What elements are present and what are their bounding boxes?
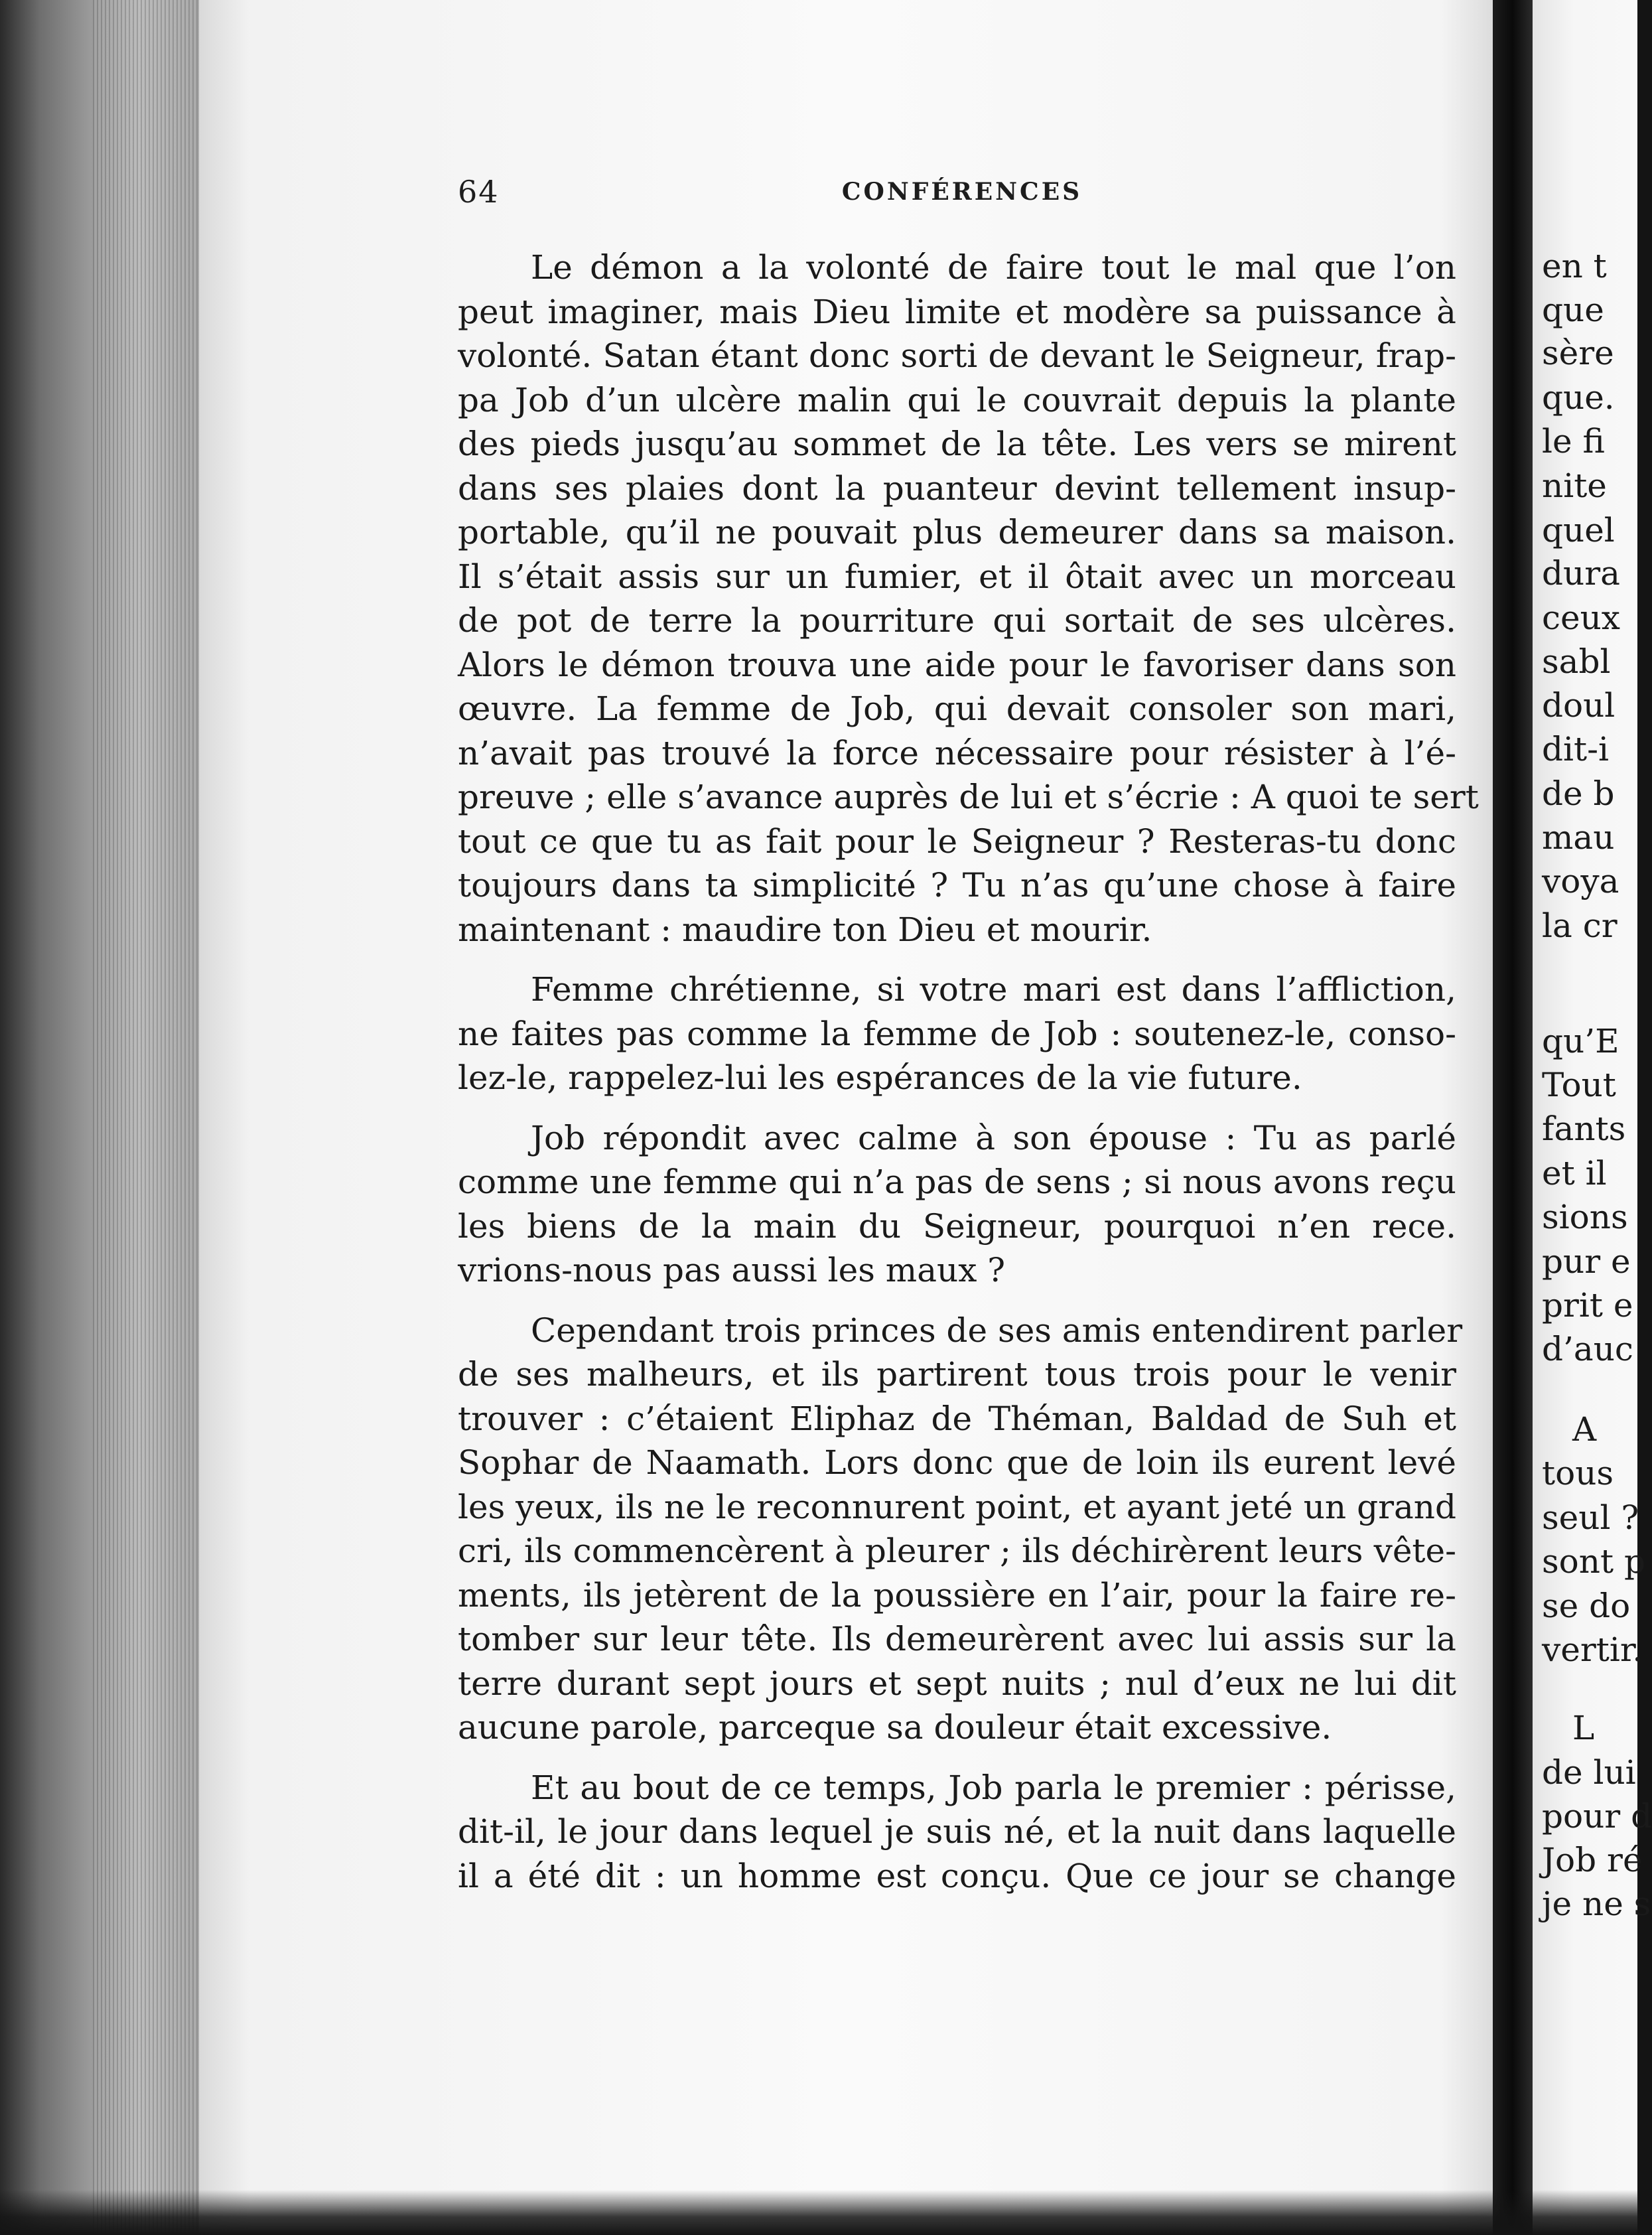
right-page-fragment: sions <box>1542 1198 1628 1236</box>
right-page-fragment: qu’E <box>1542 1022 1619 1060</box>
right-page-fragment: pour d <box>1542 1797 1652 1836</box>
text-line: toujours dans ta simplicité ? Tu n’as qu’une chose à faire <box>458 866 1456 904</box>
text-line: les biens de la main du Seigneur, pourquoi n’en rece. <box>458 1206 1456 1246</box>
right-page-fragment: je ne s <box>1542 1885 1651 1923</box>
right-page-fragment: dit-i <box>1542 730 1609 768</box>
paragraph <box>458 1766 1456 1899</box>
right-page-fragment: sont p <box>1542 1542 1645 1581</box>
right-page-fragment: L <box>1572 1709 1595 1747</box>
right-page-fragment: ceux <box>1542 599 1620 637</box>
right-page-fragment: sère <box>1542 334 1614 372</box>
page-header <box>458 174 1466 220</box>
text-line: aucune parole, parceque sa douleur était excessive. <box>458 1708 1332 1747</box>
book-spine <box>1493 0 1533 2235</box>
text-line: cri, ils commencèrent à pleurer ; ils déchirèrent leurs vête- <box>458 1532 1456 1570</box>
text-line: n’avait pas trouvé la force nécessaire pour résister à l’é- <box>458 733 1456 772</box>
right-page-fragment: et il <box>1542 1154 1607 1192</box>
right-page-fragment: vertir. <box>1542 1630 1643 1669</box>
text-line: trouver : c’étaient Eliphaz de Théman, Baldad de Suh et <box>458 1399 1456 1438</box>
text-line: Et au bout de ce temps, Job parla le premier : périsse, <box>531 1768 1456 1807</box>
text-line: de pot de terre la pourriture qui sortait de ses ulcères. <box>458 601 1456 640</box>
right-page-fragment: sabl <box>1542 642 1611 681</box>
right-page-fragment: la cr <box>1542 906 1618 945</box>
text-line: portable, qu’il ne pouvait plus demeurer dans sa maison. <box>458 513 1456 551</box>
right-page-fragment: en t <box>1542 247 1607 285</box>
right-page-fragment: d’auc <box>1542 1330 1633 1368</box>
text-line: Cependant trois princes de ses amis entendirent parler <box>531 1311 1463 1350</box>
right-page-fragment: doul <box>1542 686 1616 725</box>
text-line: preuve ; elle s’avance auprès de lui et s’écrie : A quoi te sert <box>458 778 1479 816</box>
text-line: ments, ils jetèrent de la poussière en l’air, pour la faire re- <box>458 1575 1456 1615</box>
text-line: peut imaginer, mais Dieu limite et modère sa puissance à <box>458 292 1456 331</box>
right-page-fragment: que. <box>1542 378 1615 417</box>
text-line: maintenant : maudire ton Dieu et mourir. <box>458 910 1152 949</box>
right-page-fragment: nite <box>1542 467 1607 505</box>
text-line: comme une femme qui n’a pas de sens ; si nous avons reçu <box>458 1163 1456 1201</box>
text-line: Femme chrétienne, si votre mari est dans l’affliction, <box>531 970 1456 1009</box>
page-stack-lines <box>93 0 206 2235</box>
right-page-fragment: prit e <box>1542 1286 1633 1325</box>
right-page-fragment: mau <box>1542 818 1615 857</box>
text-line: Le démon a la volonté de faire tout le mal que l’on <box>531 248 1456 287</box>
text-line: dans ses plaies dont la puanteur devint tellement insup- <box>458 469 1456 508</box>
body-text <box>458 246 1479 1898</box>
text-line: œuvre. La femme de Job, qui devait consoler son mari, <box>458 689 1456 728</box>
right-page-fragment: que <box>1542 291 1604 329</box>
bottom-shadow <box>0 2190 1637 2235</box>
right-page-fragment: le fi <box>1542 422 1605 461</box>
text-line: ne faites pas comme la femme de Job : soutenez-le, conso- <box>458 1014 1456 1053</box>
text-line: tomber sur leur tête. Ils demeurèrent avec lui assis sur la <box>458 1620 1456 1658</box>
running-head: CONFÉRENCES <box>841 178 1083 206</box>
right-page-fragment: quel <box>1542 511 1615 549</box>
right-page-fragment: fants <box>1542 1110 1626 1148</box>
right-page-fragment: voya <box>1542 862 1619 901</box>
paragraph <box>458 246 1479 952</box>
text-line: Alors le démon trouva une aide pour le favoriser dans son <box>458 645 1456 684</box>
text-line: vrions-nous pas aussi les maux ? <box>458 1251 1006 1289</box>
text-line: il a été dit : un homme est conçu. Que ce jour se change <box>458 1856 1456 1895</box>
text-line: terre durant sept jours et sept nuits ; nul d’eux ne lui dit <box>458 1664 1456 1703</box>
text-line: lez-le, rappelez-lui les espérances de la vie future. <box>458 1058 1302 1097</box>
text-line: les yeux, ils ne le reconnurent point, et ayant jeté un grand <box>458 1487 1456 1526</box>
right-page-fragment: tous <box>1542 1454 1614 1492</box>
right-page-fragment: A <box>1572 1410 1597 1449</box>
text-line: de ses malheurs, et ils partirent tous trois pour le venir <box>458 1355 1456 1394</box>
text-line: Job répondit avec calme à son épouse : Tu as parlé <box>531 1118 1456 1157</box>
page-number: 64 <box>458 174 500 210</box>
text-line: tout ce que tu as fait pour le Seigneur ? Resteras-tu donc <box>458 822 1456 861</box>
right-facing-page <box>1533 0 1652 2235</box>
right-page-fragment: de b <box>1542 774 1615 813</box>
paragraph <box>458 1309 1463 1750</box>
text-line: pa Job d’un ulcère malin qui le couvrait depuis la plante <box>458 380 1456 419</box>
right-page-fragment: dura <box>1542 554 1620 593</box>
right-page-fragment: Tout <box>1542 1066 1616 1104</box>
text-line: volonté. Satan étant donc sorti de devant le Seigneur, frap- <box>458 336 1456 375</box>
text-line: dit-il, le jour dans lequel je suis né, et la nuit dans laquelle <box>458 1812 1456 1851</box>
right-page-fragment: de lui <box>1542 1753 1636 1792</box>
right-page-fragment: Job ré <box>1542 1841 1643 1879</box>
text-line: Il s’était assis sur un fumier, et il ôtait avec un morceau <box>458 557 1456 596</box>
right-page-fragment: pur e <box>1542 1242 1631 1281</box>
right-page-fragment: seul ? <box>1542 1498 1639 1537</box>
right-page-fragment: se do <box>1542 1587 1631 1625</box>
paragraph <box>458 968 1456 1100</box>
text-line: des pieds jusqu’au sommet de la tête. Les vers se mirent <box>458 425 1456 463</box>
text-line: Sophar de Naamath. Lors donc que de loin ils eurent levé <box>458 1443 1456 1482</box>
paragraph <box>458 1116 1456 1293</box>
